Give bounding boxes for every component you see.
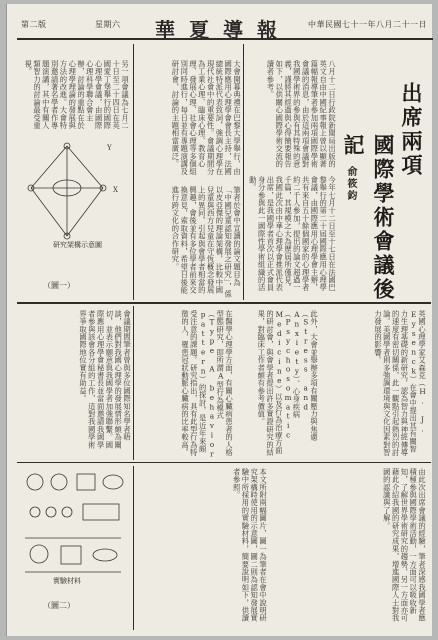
figure-2 xyxy=(17,468,129,588)
article-column-10: 由此次出席會議的經驗，筆者深感我國學者應積極參與國際學術活動，一方面可以吸收新知，了解世界學術研究的趨勢，另一方面亦可藉此介紹我國的研究成果，增進國際人士對我國的認識與了解。 xyxy=(382,468,427,622)
section-divider xyxy=(17,302,431,304)
figure-1-note: 研究架構示意圖 xyxy=(53,241,102,249)
article-column-9: 會議期間筆者曾與多位國際知名學者晤談，他們對我國心理學的發展情形頗為關切，並表示願意與我國學者加強聯繫。國際應用心理學會秘書長並當面邀請我國學者參與該會各分組的工作，這對我國學術界爭取國際地位實有助益。 xyxy=(79,310,132,449)
article-column-2: 今年七月十二日至十七日在法國巴黎舉行的第二十屆國際應用心理學會議，由國際應用心理學會主辦，共有來自五十餘個國家的心理學者約二千人參加，提出的論文超過一千篇，其規模之大為歷屆所僅見。我國此次由中華心理學會推派代表出席，是我國學者首次以正式會員身分參與此一國際性學術組織的活動。 xyxy=(248,176,337,292)
column-rule-3 xyxy=(133,306,134,460)
column-rule-1 xyxy=(133,44,134,300)
figure-2-note: 實驗材料 xyxy=(53,577,81,585)
figure-1-caption: （圖一） xyxy=(43,281,75,290)
article-column-11: 本文所附兩幅圖片，圖一為筆者在會中說明研究架構時使用的示意圖，圖二則為認知發展實驗中所採用的實驗材料，簡要說明如下，供讀者參照。 xyxy=(232,468,268,622)
header-weekday: 星期六 xyxy=(95,20,121,29)
figure-1-diagram xyxy=(17,138,129,254)
article-title-line1: 出席兩項 xyxy=(399,82,424,178)
article-column-3: 大會開幕典禮在巴黎大學舉行，由國際應用心理學會會長主持，法國總統特派代表致詞，強調心理學在現代社會中的重要性。會議期間分為工業心理、臨床心理、教育心理、發展心理、社會心理等多個組別同時進行，每日並有專題演講及研討會，討論的主題相當廣泛。 xyxy=(171,60,242,176)
figure-2-diagram xyxy=(17,468,129,588)
article-column-1: 八月十二日行政院新聞局出版的英文自由中國紀事報上曾以顯著篇幅報導筆者參加兩項國際學術會議的消息，由於這兩項會議對我國學術界的參與有其特殊的意義，謹將其經過與心得簡要報告如下，以供關心國際學術交流的讀者參考。 xyxy=(266,60,337,168)
newspaper-page xyxy=(6,4,432,636)
header-date: 中華民國七十一年八月二十一日 xyxy=(308,20,427,29)
section-divider-lower xyxy=(17,462,431,463)
svg-text:X: X xyxy=(113,186,118,194)
column-rule-4 xyxy=(133,466,134,630)
masthead: 華夏導報 xyxy=(155,18,291,42)
article-column-5: 另一項會議為七月二十日至二十四日在英國愛丁堡舉行的國際心理學會議，由國際心理科學聯合會主辦，討論的重點在於心理學理論的發展與方法的改進。大會特別邀請著名學者作專題演講，其中有關人類智力的討論最受重視。 xyxy=(24,60,130,130)
header-page: 第二版 xyxy=(21,20,47,29)
article-author: 俞筱鈞 xyxy=(345,166,356,202)
article-title-line2: 國際學術會議後記 xyxy=(341,134,396,302)
article-column-7: 此外，大會並舉辦多項有關壓力與焦慮（Stress and Anxiety）、心身疾病（Psychosomatic Medicine）以及行為治療方面的研討會，與會學者提出許多實證研究的結果，對臨床工作者頗有參考價值。 xyxy=(257,310,319,457)
figure-2-caption: （圖二） xyxy=(43,601,75,610)
figure-1 xyxy=(17,138,129,254)
page-header xyxy=(17,12,433,40)
article-column-8: 在醫學心理學方面，有關心臟病患者的人格型態研究，即所謂A型行為模式（Type A behavior pattern）的探討，是近年來頗受注意的課題。研究指出，具有此型行為特徵的人，罹患冠狀動脈心臟病的比率較高。 xyxy=(181,310,234,459)
svg-text:Y: Y xyxy=(107,144,112,152)
article-column-6: 英國心理學家艾森克（H. J. Eysenck）在會中提出其有關智力生理基礎的新研究，認為智力與神經傳導的速度有密切關係，此一觀點引起熱烈的討論。美國學者則多強調環境與文化因素對智力發展的影響。 xyxy=(374,310,427,457)
article-column-4: 筆者於會中宣讀的論文題目為「中國兒童認知發展之研究」，係以皮亞傑的理論架構，比較中國兒童與西方兒童在守恆概念發展上的異同，引起與會學者相當的興趣，會後並有多位學者前來交換意見，索取資料，希望日後能進行跨文化的合作研究。 xyxy=(171,186,242,298)
column-rule-2 xyxy=(243,44,244,300)
